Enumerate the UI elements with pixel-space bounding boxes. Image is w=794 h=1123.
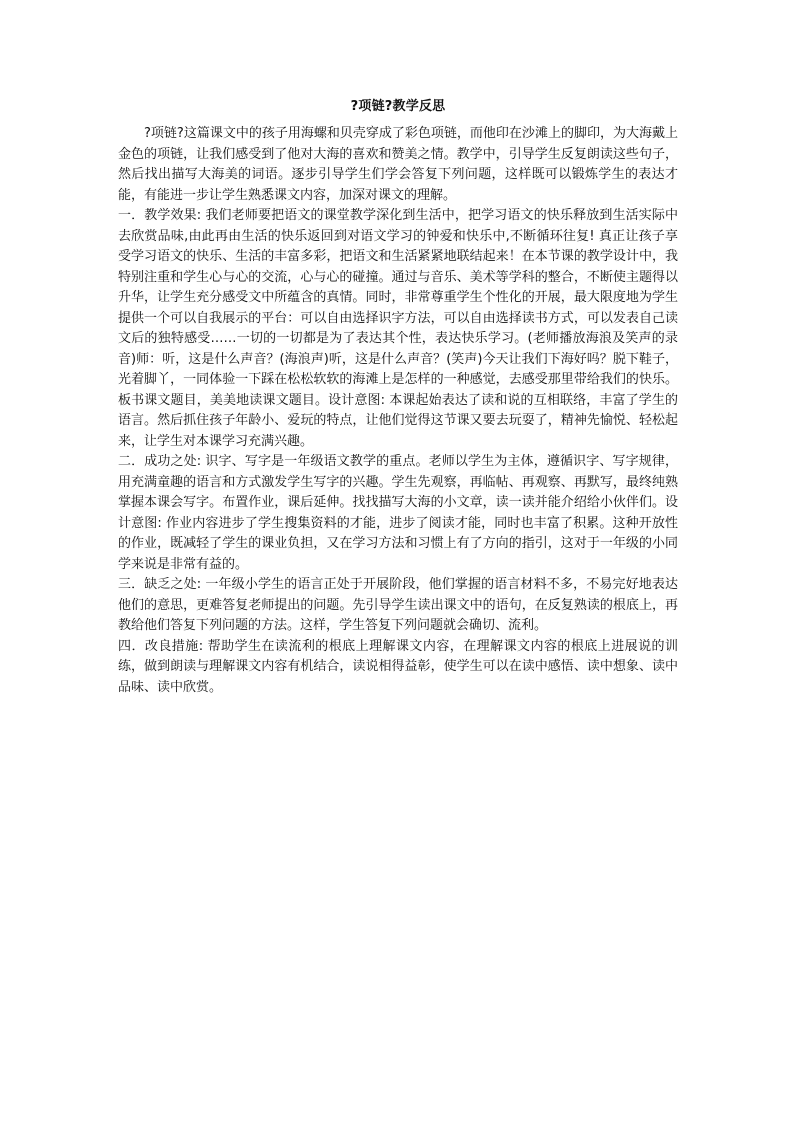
section-successes: 二．成功之处: 识字、写字是一年级语文教学的重点。老师以学生为主体，遵循识字、写字规律，用充满童趣的语言和方式激发学生写字的兴趣。学生先观察，再临帖、再观察、再默写，最终纯熟掌握本课会写字。布置作业，课后延伸。找找描写大海的小文章，读一读并能介绍给小伙伴们。设计意图: 作业内容进步了学生搜集资料的才能，进步了阅读才能，同时也丰富了积累。这种开放性的作业，既减轻了学生的课业负担，又在学习方法和习惯上有了方向的指引，这对于一年级的小同学来说是非常有益的。	[118, 454, 678, 572]
document-body	[118, 96, 678, 698]
section-improvements: 四．改良措施: 帮助学生在读流利的根底上理解课文内容，在理解课文内容的根底上进展说的训练，做到朗读与理解课文内容有机结合，读说相得益彰，使学生可以在读中感悟、读中想象、读中品味、读中欣赏。	[118, 638, 678, 695]
document-title: ?项链?教学反思	[350, 99, 446, 114]
section-teaching-effect: 一．教学效果: 我们老师要把语文的课堂教学深化到生活中，把学习语文的快乐释放到生活实际中去欣赏品味,由此再由生活的快乐返回到对语文学习的钟爱和快乐中,不断循环往复! 真正让孩子享受学习语文的快乐、生活的丰富多彩，把语文和生活紧紧地联结起来！在本节课的教学设计中，我特别注重和学生心与心的交流，心与心的碰撞。通过与音乐、美术等学科的整合，不断使主题得以升华，让学生充分感受文中所蕴含的真情。同时，非常尊重学生个性化的开展，最大限度地为学生提供一个可以自我展示的平台：可以自由选择识字方法，可以自由选择读书方式，可以发表自己读文后的独特感受……一切的一切都是为了表达其个性，表达快乐学习。(老师播放海浪及笑声的录音)师：听，这是什么声音？(海浪声)听，这是什么声音？(笑声)今天让我们下海好吗？脱下鞋子，光着脚丫，一同体验一下踩在松松软软的海滩上是怎样的一种感觉，去感受那里带给我们的快乐。板书课文题目，美美地读课文题目。设计意图: 本课起始表达了读和说的互相联络，丰富了学生的语言。然后抓住孩子年龄小、爱玩的特点，让他们觉得这节课又要去玩耍了，精神先愉悦、轻松起来，让学生对本课学习充满兴趣。	[118, 208, 678, 449]
section-shortcomings: 三．缺乏之处: 一年级小学生的语言正处于开展阶段，他们掌握的语言材料不多，不易完好地表达他们的意思，更难答复老师提出的问题。先引导学生读出课文中的语句，在反复熟读的根底上，再教给他们答复下列问题的方法。这样，学生答复下列问题就会确切、流利。	[118, 577, 678, 633]
intro-paragraph: ?项链?这篇课文中的孩子用海螺和贝壳穿成了彩色项链，而他印在沙滩上的脚印，为大海戴上金色的项链，让我们感受到了他对大海的喜欢和赞美之情。教学中，引导学生反复朗读这些句子，然后找出描写大海美的词语。逐步引导学生们学会答复下列问题，这样既可以锻炼学生的表达才能，有能进一步让学生熟悉课文内容，加深对课文的理解。	[118, 126, 678, 203]
